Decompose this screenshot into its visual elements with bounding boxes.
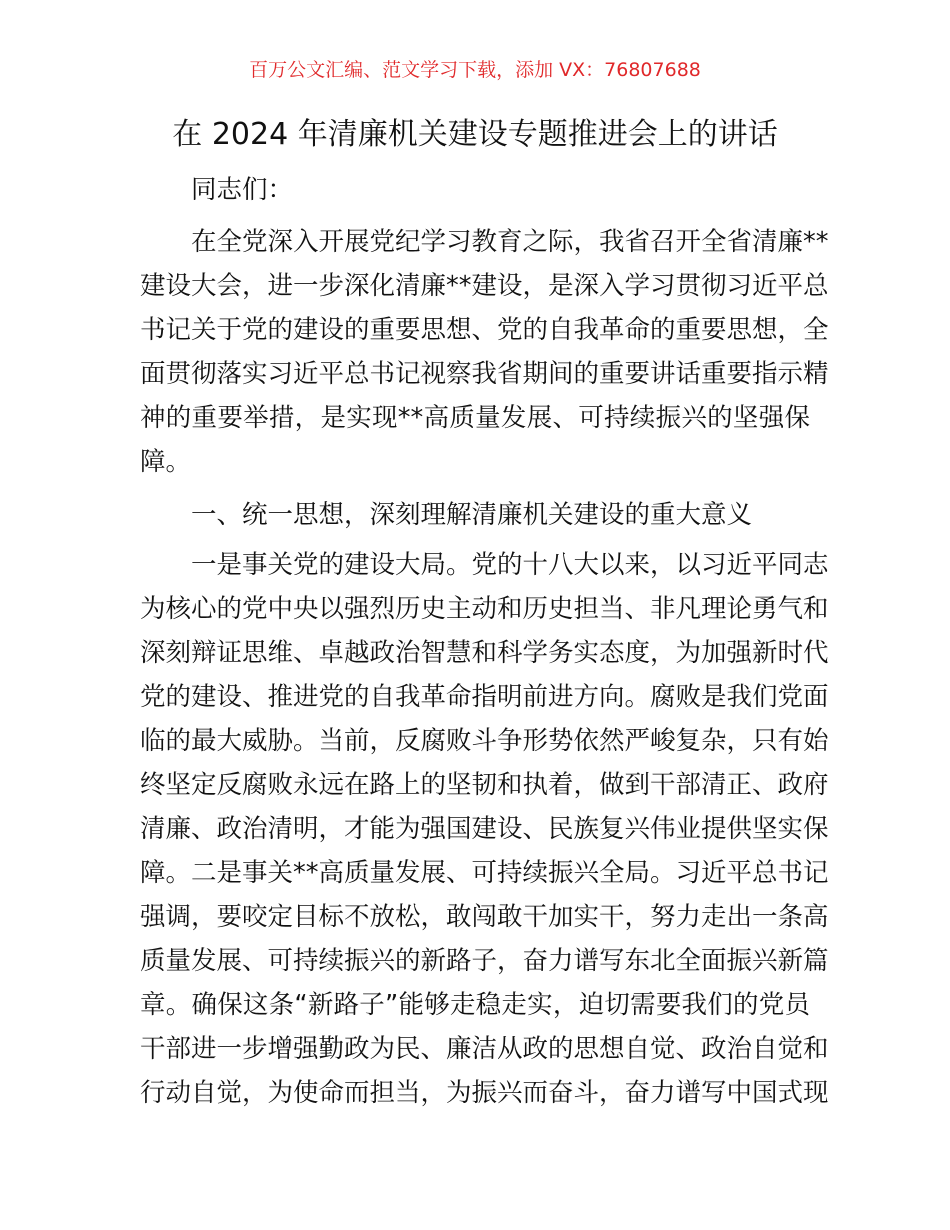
paragraph-line: 神的重要举措，是实现**高质量发展、可持续振兴的坚强保	[140, 403, 810, 433]
paragraph-line: 章。确保这条“新路子”能够走稳走实，迫切需要我们的党员	[140, 990, 810, 1020]
paragraph-line: 建设大会，进一步深化清廉**建设，是深入学习贯彻习近平总	[140, 271, 829, 301]
paragraph-line: 在全党深入开展党纪学习教育之际，我省召开全省清廉**	[191, 227, 829, 257]
paragraph-line: 障。	[140, 447, 192, 477]
paragraph-line: 干部进一步增强勤政为民、廉洁从政的思想自觉、政治自觉和	[140, 1034, 829, 1064]
paragraph-line: 终坚定反腐败永远在路上的坚韧和执着，做到干部清正、政府	[140, 770, 829, 800]
paragraph-line: 书记关于党的建设的重要思想、党的自我革命的重要思想，全	[140, 315, 829, 345]
paragraph-line: 党的建设、推进党的自我革命指明前进方向。腐败是我们党面	[140, 682, 829, 712]
paragraph-line: 强调，要咬定目标不放松，敢闯敢干加实干，努力走出一条高	[140, 902, 829, 932]
paragraph-line: 质量发展、可持续振兴的新路子，奋力谱写东北全面振兴新篇	[140, 946, 829, 976]
paragraph-line: 深刻辩证思维、卓越政治智慧和科学务实态度，为加强新时代	[140, 638, 829, 668]
paragraph-line: 障。二是事关**高质量发展、可持续振兴全局。习近平总书记	[140, 858, 829, 888]
paragraph-line: 为核心的党中央以强烈历史主动和历史担当、非凡理论勇气和	[140, 594, 829, 624]
paragraph-line: 临的最大威胁。当前，反腐败斗争形势依然严峻复杂，只有始	[140, 726, 829, 756]
paragraph-line: 行动自觉，为使命而担当，为振兴而奋斗，奋力谱写中国式现	[140, 1078, 829, 1108]
document-title: 在 2024 年清廉机关建设专题推进会上的讲话	[172, 117, 778, 152]
section-heading: 一、统一思想，深刻理解清廉机关建设的重大意义	[191, 500, 753, 530]
paragraph-line: 面贯彻落实习近平总书记视察我省期间的重要讲话重要指示精	[140, 359, 829, 389]
paragraph-line: 一是事关党的建设大局。党的十八大以来，以习近平同志	[191, 550, 829, 580]
paragraph-line: 清廉、政治清明，才能为强国建设、民族复兴伟业提供坚实保	[140, 814, 829, 844]
salutation: 同志们：	[191, 175, 294, 205]
header-banner: 百万公文汇编、范文学习下载，添加 VX：76807688	[249, 59, 701, 81]
